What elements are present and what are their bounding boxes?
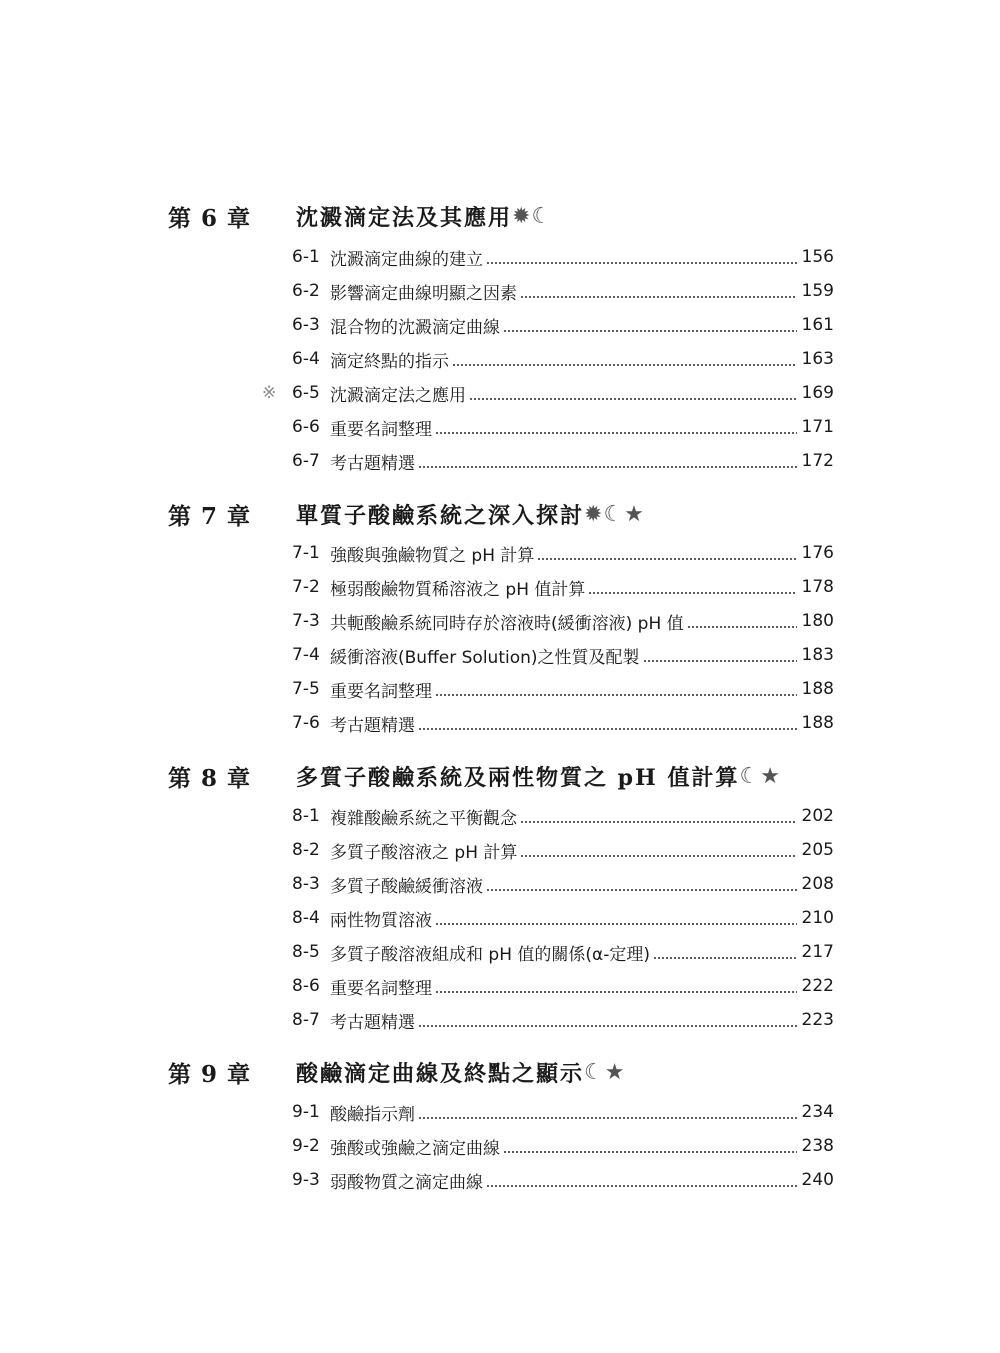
section-title: 滴定終點的指示	[330, 351, 449, 372]
dot-leader	[486, 262, 797, 264]
page-number: 188	[801, 679, 834, 699]
section-number: 6-5	[292, 383, 320, 403]
page-number: 178	[801, 577, 834, 597]
section-number: 7-4	[292, 645, 320, 665]
page-number: 183	[801, 645, 834, 665]
toc-entry[interactable]	[262, 378, 834, 408]
dot-leader	[537, 558, 797, 560]
section-title: 兩性物質溶液	[330, 910, 432, 931]
toc-entry[interactable]	[262, 835, 834, 865]
dot-leader	[588, 592, 797, 594]
section-title: 沈澱滴定法之應用	[330, 385, 466, 406]
section-number: 6-2	[292, 281, 320, 301]
section-number: 6-7	[292, 451, 320, 471]
dot-leader	[486, 889, 797, 891]
section-number: 8-5	[292, 942, 320, 962]
dot-leader	[520, 821, 797, 823]
section-title: 極弱酸鹼物質稀溶液之 pH 值計算	[330, 579, 586, 600]
toc-entry[interactable]	[262, 708, 834, 738]
toc-entry[interactable]	[262, 538, 834, 568]
toc-entry[interactable]	[262, 640, 834, 670]
section-title: 重要名詞整理	[330, 978, 432, 999]
page-number: 234	[801, 1102, 834, 1122]
page-number: 176	[801, 543, 834, 563]
section-number: 6-6	[292, 417, 320, 437]
chapter-level-marks: ✹☾	[512, 203, 553, 229]
section-title: 沈澱滴定曲線的建立	[330, 249, 483, 270]
toc-entry[interactable]	[262, 276, 834, 306]
dot-leader	[435, 694, 797, 696]
chapter-level-marks: ☾★	[739, 763, 781, 789]
section-number: 8-2	[292, 840, 320, 860]
section-number: 8-7	[292, 1010, 320, 1030]
page-number: 169	[801, 383, 834, 403]
section-title: 強酸或強鹼之滴定曲線	[330, 1138, 500, 1159]
section-title: 影響滴定曲線明顯之因素	[330, 283, 517, 304]
section-title: 重要名詞整理	[330, 681, 432, 702]
toc-entry[interactable]	[262, 937, 834, 967]
chapter-number: 第 8 章	[168, 764, 252, 792]
page-number: 172	[801, 451, 834, 471]
dot-leader	[435, 923, 797, 925]
section-number: 7-5	[292, 679, 320, 699]
chapter-number: 第 6 章	[168, 204, 252, 232]
page-number: 156	[801, 247, 834, 267]
toc-entry[interactable]	[262, 242, 834, 272]
section-number: 8-1	[292, 806, 320, 826]
page-number: 161	[801, 315, 834, 335]
section-number: 7-2	[292, 577, 320, 597]
section-number: 7-6	[292, 713, 320, 733]
dot-leader	[503, 1151, 797, 1153]
page-number: 238	[801, 1136, 834, 1156]
section-title: 考古題精選	[330, 453, 415, 474]
section-number: 9-1	[292, 1102, 320, 1122]
dot-leader	[687, 626, 797, 628]
section-title: 考古題精選	[330, 715, 415, 736]
page-number: 222	[801, 976, 834, 996]
toc-entry[interactable]	[262, 1165, 834, 1195]
page-number: 159	[801, 281, 834, 301]
chapter-number: 第 9 章	[168, 1060, 252, 1088]
section-number: 6-1	[292, 247, 320, 267]
chapter-title: 沈澱滴定法及其應用	[296, 204, 513, 231]
toc-entry[interactable]	[262, 801, 834, 831]
page-number: 205	[801, 840, 834, 860]
chapter-number: 第 7 章	[168, 502, 252, 530]
dot-leader	[503, 330, 797, 332]
section-title: 多質子酸溶液組成和 pH 值的關係(α-定理)	[330, 944, 650, 965]
section-number: 6-3	[292, 315, 320, 335]
toc-entry[interactable]	[262, 1097, 834, 1127]
section-title: 強酸與強鹼物質之 pH 計算	[330, 545, 535, 566]
chapter-heading	[168, 198, 868, 234]
toc-entry[interactable]	[262, 1005, 834, 1035]
toc-entry[interactable]	[262, 903, 834, 933]
page-number: 210	[801, 908, 834, 928]
chapter-heading	[168, 1054, 868, 1090]
chapter-title: 單質子酸鹼系統之深入探討	[296, 502, 585, 529]
page-number: 240	[801, 1170, 834, 1190]
section-number: 7-3	[292, 611, 320, 631]
section-title: 多質子酸鹼緩衝溶液	[330, 876, 483, 897]
section-title: 考古題精選	[330, 1012, 415, 1033]
page-number: 208	[801, 874, 834, 894]
toc-entry[interactable]	[262, 572, 834, 602]
page-number: 217	[801, 942, 834, 962]
dot-leader	[452, 364, 797, 366]
chapter-level-marks: ☾★	[584, 1059, 626, 1085]
section-title: 酸鹼指示劑	[330, 1104, 415, 1125]
toc-entry[interactable]	[262, 869, 834, 899]
dot-leader	[486, 1185, 797, 1187]
section-number: 9-3	[292, 1170, 320, 1190]
page-number: 180	[801, 611, 834, 631]
section-number: 7-1	[292, 543, 320, 563]
dot-leader	[418, 728, 797, 730]
chapter-heading	[168, 496, 868, 532]
note-mark: ※	[262, 383, 277, 403]
page-number: 163	[801, 349, 834, 369]
section-number: 8-6	[292, 976, 320, 996]
dot-leader	[418, 1117, 797, 1119]
chapter-title: 酸鹼滴定曲線及終點之顯示	[296, 1060, 585, 1087]
section-title: 共軛酸鹼系統同時存於溶液時(緩衝溶液) pH 值	[330, 613, 684, 634]
toc-entry[interactable]	[262, 1131, 834, 1161]
toc-entry[interactable]	[262, 674, 834, 704]
chapter-title: 多質子酸鹼系統及兩性物質之 pH 值計算	[296, 764, 740, 791]
section-title: 弱酸物質之滴定曲線	[330, 1172, 483, 1193]
dot-leader	[418, 1025, 797, 1027]
page-number: 188	[801, 713, 834, 733]
section-number: 8-4	[292, 908, 320, 928]
dot-leader	[520, 855, 797, 857]
toc-entry[interactable]	[262, 971, 834, 1001]
chapter-heading	[168, 758, 868, 794]
dot-leader	[435, 991, 797, 993]
toc-entry[interactable]	[262, 606, 834, 636]
section-title: 混合物的沈澱滴定曲線	[330, 317, 500, 338]
dot-leader	[418, 466, 797, 468]
dot-leader	[469, 398, 797, 400]
section-title: 複雜酸鹼系統之平衡觀念	[330, 808, 517, 829]
dot-leader	[653, 957, 797, 959]
dot-leader	[643, 660, 797, 662]
page-number: 202	[801, 806, 834, 826]
toc-entry[interactable]	[262, 344, 834, 374]
section-number: 8-3	[292, 874, 320, 894]
chapter-level-marks: ✹☾★	[584, 501, 645, 527]
section-number: 9-2	[292, 1136, 320, 1156]
section-title: 重要名詞整理	[330, 419, 432, 440]
toc-entry[interactable]	[262, 446, 834, 476]
toc-entry[interactable]	[262, 310, 834, 340]
page-number: 223	[801, 1010, 834, 1030]
dot-leader	[520, 296, 797, 298]
section-title: 緩衝溶液(Buffer Solution)之性質及配製	[330, 647, 640, 668]
section-number: 6-4	[292, 349, 320, 369]
page-number: 171	[801, 417, 834, 437]
toc-entry[interactable]	[262, 412, 834, 442]
dot-leader	[435, 432, 797, 434]
section-title: 多質子酸溶液之 pH 計算	[330, 842, 518, 863]
